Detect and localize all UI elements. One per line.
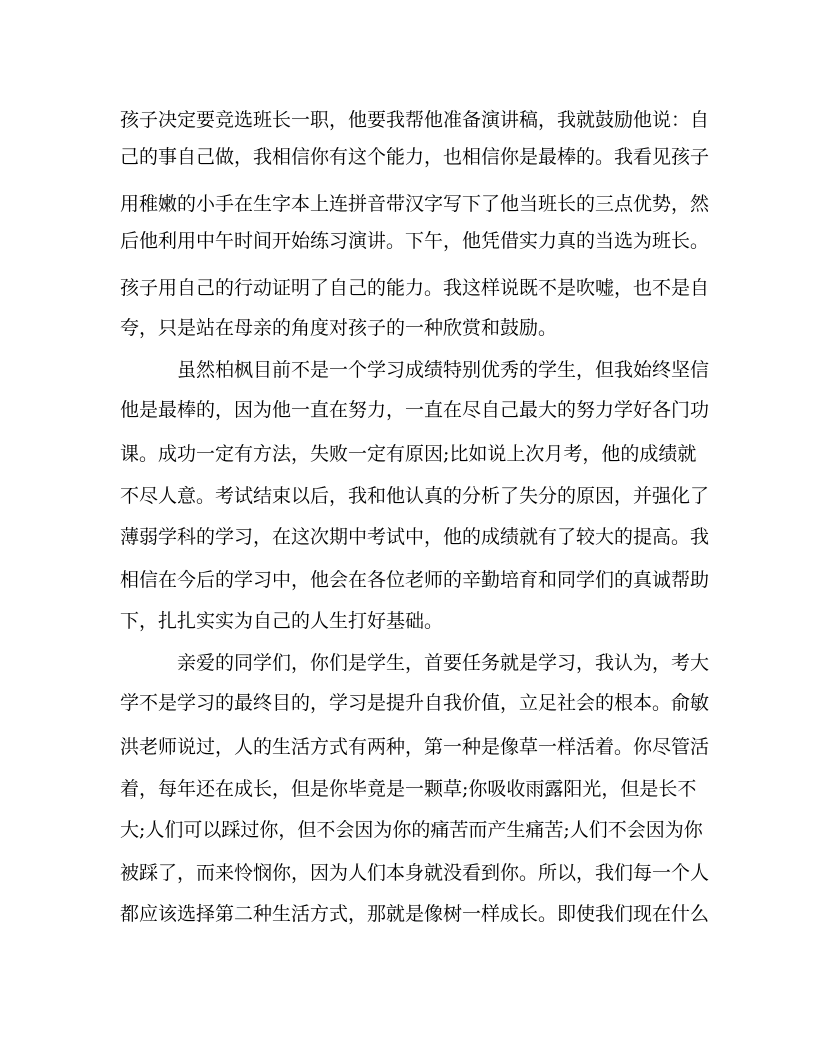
- text-line: 大;人们可以踩过你，但不会因为你的痛苦而产生痛苦;人们不会因为你: [120, 819, 703, 841]
- text-line: 亲爱的同学们，你们是学生，首要任务就是学习，我认为，考大: [177, 652, 710, 674]
- text-line: 孩子决定要竞选班长一职，他要我帮他准备演讲稿，我就鼓励他说：自: [120, 109, 710, 131]
- text-line: 虽然柏枫目前不是一个学习成绩特别优秀的学生，但我始终坚信: [177, 359, 710, 381]
- text-line: 被踩了，而来怜悯你，因为人们本身就没看到你。所以，我们每一个人: [120, 862, 710, 884]
- text-line: 下，扎扎实实为自己的人生打好基础。: [120, 610, 444, 632]
- text-line: 相信在今后的学习中，他会在各位老师的辛勤培育和同学们的真诚帮助: [120, 569, 710, 591]
- text-line: 不尽人意。考试结束以后，我和他认真的分析了失分的原因，并强化了: [120, 485, 710, 507]
- text-line: 夸，只是站在母亲的角度对孩子的一种欣赏和鼓励。: [120, 317, 558, 339]
- text-line: 己的事自己做，我相信你有这个能力，也相信你是最棒的。我看见孩子: [120, 146, 710, 168]
- text-line: 课。成功一定有方法，失败一定有原因;比如说上次月考，他的成绩就: [120, 443, 697, 465]
- text-line: 学不是学习的最终目的，学习是提升自我价值，立足社会的根本。俞敏: [120, 692, 710, 714]
- text-line: 孩子用自己的行动证明了自己的能力。我这样说既不是吹嘘，也不是自: [120, 277, 710, 299]
- text-line: 薄弱学科的学习，在这次期中考试中，他的成绩就有了较大的提高。我: [120, 526, 710, 548]
- text-line: 都应该选择第二种生活方式，那就是像树一样成长。即使我们现在什么: [120, 903, 710, 925]
- text-line: 洪老师说过，人的生活方式有两种，第一种是像草一样活着。你尽管活: [120, 736, 710, 758]
- text-line: 他是最棒的，因为他一直在努力，一直在尽自己最大的努力学好各门功: [120, 399, 710, 421]
- text-line: 后他利用中午时间开始练习演讲。下午，他凭借实力真的当选为班长。: [120, 230, 710, 252]
- text-line: 用稚嫩的小手在生字本上连拼音带汉字写下了他当班长的三点优势，然: [120, 193, 710, 215]
- text-line: 着，每年还在成长，但是你毕竟是一颗草;你吸收雨露阳光，但是长不: [120, 778, 697, 800]
